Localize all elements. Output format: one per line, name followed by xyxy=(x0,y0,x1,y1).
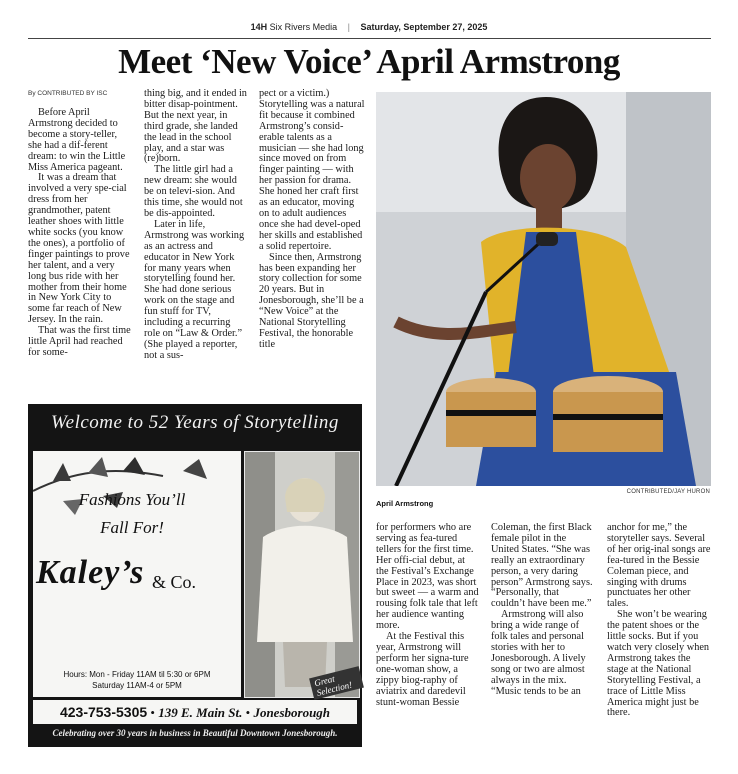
article-photo xyxy=(376,92,711,486)
paragraph: Since then, Armstrong has been expanding her story collection for some 20 years. But in Jonesborough, she’ll be a “New Voice” at the National Storytelling Festival, the honorable title xyxy=(259,251,364,350)
ad-bullet: • xyxy=(245,705,251,720)
folio-separator: | xyxy=(347,22,350,32)
ad-hours-weekday: Hours: Mon - Friday 11AM til 5:30 or 6PM xyxy=(63,670,211,679)
ad-town: Jonesborough xyxy=(253,705,331,720)
ad-contact xyxy=(33,700,357,724)
ad-badge: Great Selection! xyxy=(309,666,364,700)
paragraph: It was a dream that involved a very spe-cial dress from her grandmother, patent leather shoes with little white socks (you know the ones), a portfolio of finger paintings to prove her talent, and a very long bus ride with her mother from their home in New York City to some far reach of New Jersey. In the rain. xyxy=(28,172,130,326)
issue-date: Saturday, September 27, 2025 xyxy=(360,22,488,32)
article-headline: Meet ‘New Voice’ April Armstrong xyxy=(118,42,620,81)
ad-phone[interactable]: 423-753-5305 xyxy=(59,704,148,720)
ad-footer: Celebrating over 30 years in business in Beautiful Downtown Jonesborough. xyxy=(52,728,338,738)
article-column-3 xyxy=(259,89,365,351)
paragraph: The little girl had a new dream: she would be on televi-sion. And this time, she would not be dis-appointed. xyxy=(144,164,243,219)
article-byline: By CONTRIBUTED BY ISC xyxy=(28,90,108,97)
ad-model-photo xyxy=(244,451,360,698)
ad-hours xyxy=(33,669,241,697)
ad-tagline-line-1: Fashions You’ll xyxy=(78,490,186,509)
ad-hours-saturday: Saturday 11AM-4 or 5PM xyxy=(92,681,182,690)
paragraph: She won’t be wearing the patent shoes or the little socks. But if you watch very closely when Armstrong takes the stage at the National Storytelling Festival, a trace of Little Miss America might just be there. xyxy=(607,609,710,719)
ad-street: 139 E. Main St. xyxy=(158,705,243,720)
paragraph: thing big, and it ended in bitter disap-pointment. But the next year, in third grade, she landed the lead in the school play, and a star was (re)born. xyxy=(144,88,247,165)
advertisement[interactable] xyxy=(28,404,362,747)
page-number: 14H xyxy=(250,22,268,32)
paragraph: for performers who are serving as fea-tured tellers for the first time. Her offi-cial debut, at the Festival’s Exchange Place in 2023, was short but sweet — a warm and rousing folk tale that left her audience wanting more. xyxy=(376,522,479,632)
ad-bullet: • xyxy=(150,705,155,720)
paragraph: Armstrong will also bring a wide range of folk tales and personal stories with her to Jonesborough. A lively song or two are almost always in the mix. “Music tends to be an xyxy=(491,609,586,697)
paragraph: Later in life, Armstrong was working as an actress and educator in New York for many years when storytelling found her. She had done serious work on the stage and fun stuff for TV, including a recurring role on “Law & Order.” (She played a reporter, not a sus- xyxy=(144,218,245,361)
photo-caption: April Armstrong xyxy=(376,499,434,508)
photo-credit: CONTRIBUTED/JAY HURON xyxy=(626,489,710,495)
model-photo-illustration xyxy=(245,452,359,697)
article-column-5 xyxy=(491,523,595,698)
header-rule xyxy=(28,38,711,39)
article-column-2 xyxy=(144,89,248,362)
paragraph: pect or a victim.) Storytelling was a natural fit because it combined Armstrong’s consid-erable talents as a musician — she had long since moved on from finger painting — with her passion for drama. She honed her craft first as an educator, moving on to adult audiences once she had devel-oped her skills and established a solid repertoire. xyxy=(259,88,365,252)
ad-tagline xyxy=(34,486,230,542)
article-column-6 xyxy=(607,523,711,719)
paragraph: Coleman, the first Black female pilot in the United States. “She was really an extraordinary person, a very daring person” Armstrong says. “Personally, that couldn’t have been me.” xyxy=(491,522,593,610)
paragraph: Before April Armstrong decided to become a story-teller, she had a dif-ferent dream: to win the Little Miss America pageant. xyxy=(28,107,126,173)
paragraph: At the Festival this year, Armstrong will perform her signa-ture one-woman show, a zippy biog-raphy of aviatrix and daredevil stunt-woman Bessie xyxy=(376,631,469,708)
ad-brand-suffix: & Co. xyxy=(152,572,197,592)
page-folio xyxy=(0,22,738,32)
ad-title: Welcome to 52 Years of Storytelling xyxy=(51,412,339,433)
paragraph: That was the first time little April had reached for some- xyxy=(28,325,131,358)
photo-illustration xyxy=(376,92,711,486)
article-column-1 xyxy=(28,108,132,359)
ad-tagline-line-2: Fall For! xyxy=(100,518,164,537)
publisher-name: Six Rivers Media xyxy=(269,22,338,32)
paragraph: anchor for me,” the storyteller says. Several of her orig-inal songs are fea-tured in the Bessie Coleman piece, and singing with drums punctuates her other tales. xyxy=(607,522,711,610)
article-column-4 xyxy=(376,523,480,708)
ad-brand-logo: Kaley’s xyxy=(36,554,145,591)
